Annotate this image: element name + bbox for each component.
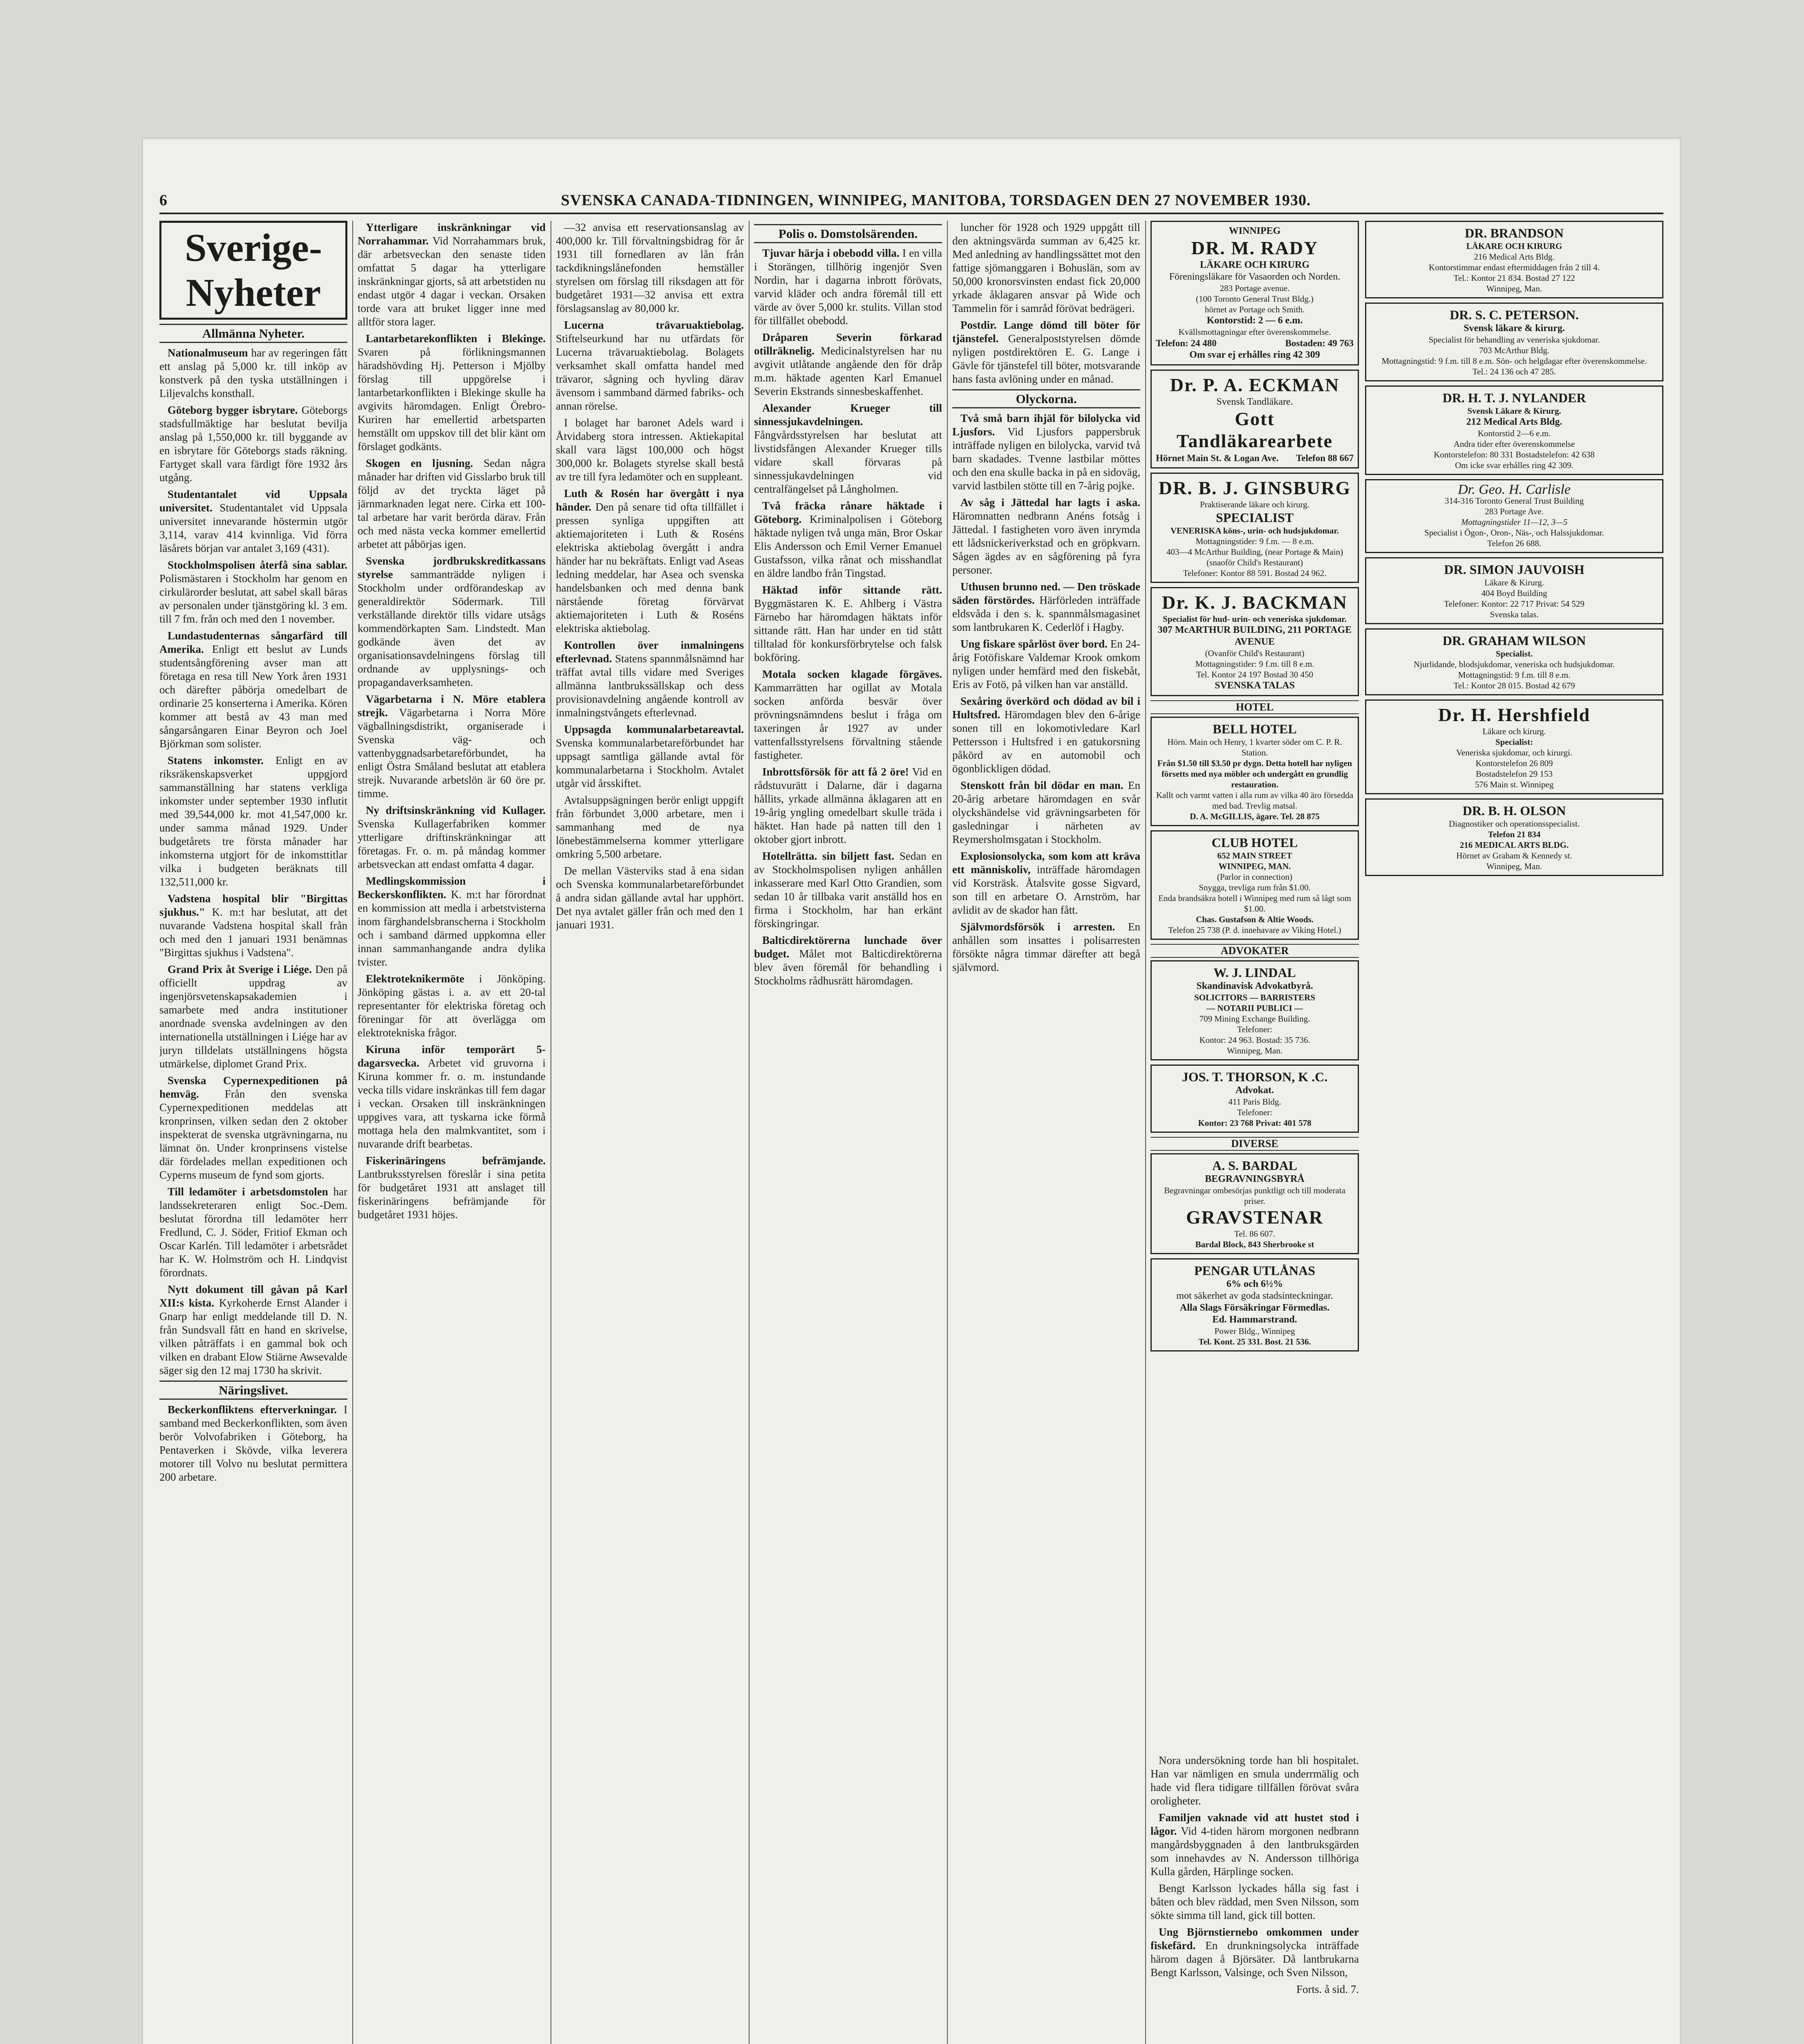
article: Lucerna trävaruaktiebolag. Stiftelseurkund har nu utfärdats för Lucerna trävaruaktiebolag. Bolagets verksamhet skall omfatta handel med trävaror, sågning och hyvling därav ävensom i sammband därmed fabriks- och annan rörelse. bbox=[556, 319, 744, 412]
article: Ung Björnstiernebo omkommen under fiskefärd. En drunkningsolycka inträffade härom dagen å Björsäter. Då lantbrukarna Bengt Karlsson, Valsinge, och Sven Nilsson, bbox=[1150, 1926, 1359, 1979]
ad-title: BELL HOTEL bbox=[1213, 722, 1297, 736]
ad-title: DR. B. H. OLSON bbox=[1462, 803, 1566, 818]
ad-line: 216 MEDICAL ARTS BLDG. bbox=[1459, 840, 1569, 850]
ad-line: Chas. Gustafson & Altie Woods. bbox=[1196, 914, 1314, 924]
article: Fiskerinäringens befrämjande. Lantbruksstyrelsen föreslår i sina petita för budgetåret 1931 att anslaget till fiskerinäringens befrämjande för budgetåret 1931 höjes. bbox=[358, 1154, 546, 1221]
ad-headline: GRAVSTENAR bbox=[1186, 1207, 1324, 1228]
ad-line: 283 Portage Ave. bbox=[1485, 507, 1544, 516]
ad-lindal bbox=[1150, 960, 1359, 1060]
article: Medlingskommission i Beckerskonflikten. K. m:t har förordnat en kommission att medla i arbetstvisterna inom färghandelsbranscherna i Stockholm och i samband därmed uppkomna eller innan sammanhangande andra dylika tvister. bbox=[358, 875, 546, 968]
ad-line: 411 Paris Bldg. bbox=[1228, 1097, 1281, 1107]
ad-line: 576 Main st. Winnipeg bbox=[1475, 780, 1554, 789]
ad-line: Föreningsläkare för Vasaorden och Norden. bbox=[1169, 271, 1341, 282]
ad-line: Svensk läkare & kirurg. bbox=[1464, 323, 1565, 334]
ad-line: SOLICITORS — BARRISTERS bbox=[1194, 993, 1316, 1002]
article: Skogen en ljusning. Sedan några månader har driften vid Gisslarbo bruk till följd av det tryckta läget på järnmarknaden legat nere. Cirka ett 100-tal arbetare har varit berörda därav. Från och med nästa vecka kommer emellertid arbetet att påbörjas igen. bbox=[358, 457, 546, 550]
section-heading: Näringslivet. bbox=[159, 1381, 347, 1400]
ad-line: Enda brandsäkra hotell i Winnipeg med rum så lågt som $1.00. bbox=[1158, 893, 1351, 914]
ad-title: Dr. K. J. BACKMAN bbox=[1162, 592, 1347, 613]
ad-line: Svensk Läkare & Kirurg. bbox=[1467, 406, 1561, 416]
ad-line: Om icke svar erhålles ring 42 309. bbox=[1455, 460, 1573, 470]
ad-line: Alla Slags Försäkringar Förmedlas. bbox=[1180, 1302, 1330, 1313]
ad-line: D. A. McGILLIS, ägare. Tel. 28 875 bbox=[1190, 811, 1320, 821]
ad-line: Tel.: 24 136 och 47 285. bbox=[1472, 367, 1556, 377]
ad-line: Om svar ej erhålles ring 42 309 bbox=[1189, 350, 1320, 360]
ad-line: Specialist för behandling av veneriska sjukdomar. bbox=[1428, 335, 1600, 345]
ad-line: 212 Medical Arts Bldg. bbox=[1466, 417, 1562, 427]
column-rule bbox=[947, 221, 948, 2044]
category-label: ADVOKATER bbox=[1150, 944, 1359, 958]
article: Alexander Krueger till sinnessjukavdelningen. Fångvårdsstyrelsen har beslutat att livstidsfången Alexander Krueger tills vidare skall förvaras på sinnessjukavdelningen vid centralfängelset på Långholmen. bbox=[754, 402, 942, 495]
ad-title: Dr. P. A. ECKMAN bbox=[1170, 374, 1340, 395]
ad-line: 216 Medical Arts Bldg. bbox=[1474, 252, 1555, 262]
ad-line: 283 Portage avenue. bbox=[1220, 283, 1290, 293]
section-heading: Polis o. Domstolsärenden. bbox=[754, 224, 942, 243]
ad-line: Diagnostiker och operationsspecialist. bbox=[1448, 819, 1580, 829]
ad-olson bbox=[1365, 798, 1663, 876]
ad-line: Telefoner: Kontor 88 591. Bostad 24 962. bbox=[1183, 568, 1327, 578]
ad-line: Power Bldg., Winnipeg bbox=[1214, 1326, 1295, 1336]
article: Balticdirektörerna lunchade över budget. Målet mot Balticdirektörerna blev även föremål för behandling i Stockholms rådhusrätt häromdagen. bbox=[754, 934, 942, 987]
ad-line: Kontorstelefon 26 809 bbox=[1475, 758, 1553, 768]
ad-headline: SPECIALIST bbox=[1215, 510, 1294, 525]
ad-line: — NOTARII PUBLICI — bbox=[1206, 1003, 1303, 1013]
ad-line: LÄKARE OCH KIRURG bbox=[1466, 241, 1562, 251]
ad-bell-hotel bbox=[1150, 717, 1359, 826]
column-1 bbox=[159, 221, 347, 2044]
article: Av såg i Jättedal har lagts i aska. Häromnatten nedbrann Anéns fotsåg i Jättedal. I fastigheten voro även inrymda ett lådsnickeriverkstad och en gröpkvarn. Sågen ägdes av en sågförening på fyra personer. bbox=[952, 496, 1140, 576]
article: Stockholmspolisen återfå sina sablar. Polismästaren i Stockholm har genom en cirkulärorder beslutat, att sabel skall bäras av personalen under tjänstgöring kl. 3 em. till 7 fm. från och med den 1 november. bbox=[159, 559, 347, 625]
ad-line: Mottagningstider 11—12, 3—5 bbox=[1461, 517, 1568, 527]
article: Till ledamöter i arbetsdomstolen har landssekreteraren enligt Soc.-Dem. beslutat förordna till ledamöter herr Fredlund, C. J. Söder, Fritiof Ekman och Oscar Karlén. Till ledamöter i arbetsrådet har K. W. Holmström och H. Lindqvist förordnats. bbox=[159, 1186, 347, 1279]
article: Beckerkonfliktens efterverkningar. I samband med Beckerkonflikten, som även berör Volvofabriken i Göteborg, ha Pentaverken i Skövde, vilka leverera motorer till Volvo nu beslutat permittera 200 arbetare. bbox=[159, 1403, 347, 1483]
ad-title: JOS. T. THORSON, K .C. bbox=[1182, 1069, 1328, 1084]
article: Statens inkomster. Enligt en av riksräkenskapsverket uppgjord sammanställning har statens verkliga inkomster under september 1930 influtit med 39,544,000 kr. mot 41,547,000 kr. under samma månad 1929. Under budgetårets tre första månader har inkomsterna utgjort för de inkomsttitlar vilka i budgeten beräknats till 132,511,000 kr. bbox=[159, 754, 347, 888]
article: Dråparen Severin förkarad otillräknelig. Medicinalstyrelsen har nu avgivit utlåtande angående den för dråp m.m. häktade agenten Karl Emanuel Severin Ekstrands sinnesbeskaffenhet. bbox=[754, 331, 942, 397]
article: Explosionsolycka, som kom att kräva ett människoliv, inträffade häromdagen vid Korsträsk. Åtalsvite gosse Sigvard, son till en arbetare O. Arnström, har avlidit av de skador han fått. bbox=[952, 850, 1140, 916]
ad-line: Kontorstid: 2 — 6 e.m. bbox=[1206, 315, 1303, 326]
article: Ny driftsinskränkning vid Kullager. Svenska Kullagerfabriken kommer ytterligare driftinskränkningar att företagas. Fr. o. m. på måndag kommer arbetsveckan att endast omfatta 4 dagar. bbox=[358, 804, 546, 870]
ad-title: DR. M. RADY bbox=[1191, 238, 1318, 258]
ad-nylander bbox=[1365, 385, 1663, 475]
ad-bardal bbox=[1150, 1153, 1359, 1254]
column-rule bbox=[749, 221, 750, 2044]
category-label: DIVERSE bbox=[1150, 1137, 1359, 1151]
ad-wilson bbox=[1365, 628, 1663, 695]
article: Ytterligare inskränkningar vid Norrahammar. Vid Norrahammars bruk, där arbetsveckan den senaste tiden omfattat 5 dagar ha ytterligare inskränkningar gjorts, så att arbetstiden nu endast utgör 4 dagar i veckan. Orsaken torde vara att bruket ligger inne med alltför stora lager. bbox=[358, 221, 546, 328]
article: Elektroteknikermöte i Jönköping. Jönköping gästas i. a. av ett 20-tal representanter för elektriska företag och föreningar för att överlägga om elektrotekniska frågor. bbox=[358, 973, 546, 1039]
ad-line: 403—4 McArthur Building, (near Portage & Main) bbox=[1166, 547, 1343, 557]
ad-line: 314-316 Toronto General Trust Building bbox=[1445, 496, 1584, 506]
column-6 bbox=[1150, 1754, 1359, 2044]
ad-thorson bbox=[1150, 1065, 1359, 1133]
column-3 bbox=[556, 221, 744, 2044]
ad-line: Mottagningstid: 9 f.m. till 8 e.m. Sön- och helgdagar efter överenskommelse. bbox=[1381, 356, 1647, 366]
article: Hotellrätta. sin biljett fast. Sedan en av Stockholmspolisen nyligen anhållen inkasserare med Karl Otto Grandien, som sedan 10 år tillbaka varit anställd hos en firma i Stockholm, har han erkänt förskingringar. bbox=[754, 850, 942, 930]
article: Postdir. Lange dömd till böter för tjänstefel. Generalpoststyrelsen dömde nyligen postdirektören E. G. Lange i Gävle för tjänstefel till böter, motsvarande hans fasta avlöning under en månad. bbox=[952, 319, 1140, 385]
ad-line: BEGRAVNINGSBYRÅ bbox=[1205, 1174, 1305, 1184]
ad-title: DR. B. J. GINSBURG bbox=[1158, 477, 1351, 498]
article: Avtalsuppsägningen berör enligt uppgift från förbundet 3,000 arbetare, men i sammanhang med de nya lönebestämmelserna kommer ytterligare omkring 5,500 arbetare. bbox=[556, 794, 744, 860]
ad-line: Kontorstimmar endast eftermiddagen från 2 till 4. bbox=[1428, 262, 1600, 272]
ad-line: Telefoner: bbox=[1237, 1024, 1272, 1034]
article: Nationalmuseum har av regeringen fått ett anslag på 5,000 kr. till inköp av konstverk på den tyska utställningen i Liljevalchs konsthall. bbox=[159, 347, 347, 399]
ad-line: Mottagningstider: 9 f.m. till 8 e.m. bbox=[1195, 659, 1314, 669]
article: I bolaget har baronet Adels ward i Åtvidaberg stora intressen. Aktiekapital skall vara lägst 100,000 och högst 300,000 kr. Bolagets styrelse skall bestå av tre till fyra ledamöter och en suppleant. bbox=[556, 417, 744, 483]
ad-line: Specialist i Ögon-, Oron-, Näs-, och Halssjukdomar. bbox=[1424, 528, 1604, 538]
article: Självmordsförsök i arresten. En anhållen som insattes i polisarresten försökte några timmar därefter att begå självmord. bbox=[952, 921, 1140, 973]
ad-line: mot säkerhet av goda stadsinteckningar. bbox=[1176, 1291, 1333, 1301]
ad-line: 6% och 6½% bbox=[1227, 1279, 1283, 1289]
article: Grand Prix åt Sverige i Liége. Den på officiellt uppdrag av ingenjörsvetenskapsakademien i samarbete med andra institutioner anordnade svenska avdelningen av den internationella utställningen i Liége har av juryn tilldelats utställningens högsta utmärkelse, diplomet Grand Prix. bbox=[159, 963, 347, 1070]
ad-line: Kvällsmottagningar efter överenskommelse. bbox=[1178, 327, 1331, 337]
article: Två fräcka rånare häktade i Göteborg. Kriminalpolisen i Göteborg häktade nyligen två unga män, Bror Oskar Elis Andersson och Emil Verner Emanuel Gustafsson, vilka rånat och misshandlat en äldre landbo från Tingstad. bbox=[754, 500, 942, 579]
article: Tjuvar härja i obebodd villa. I en villa i Storängen, tillhörig ingenjör Sven Nordin, har i dagarna inbrott förövats, varvid kläder och andra föremål till ett värde av över 5,000 kr. stulits. Villan stod för tillfället obebodd. bbox=[754, 247, 942, 327]
ad-line: Telefoner: bbox=[1237, 1107, 1272, 1117]
article: Kontrollen över inmalningens efterlevnad. Statens spannmålsnämnd har träffat avtal tills vidare med Sveriges allmänna lantbrukssällskap och dess provisionavdelning angående kontroll av inmalningstvångets efterlevnad. bbox=[556, 639, 744, 719]
ad-line: (Ovanför Child's Restaurant) bbox=[1205, 648, 1305, 658]
ad-line: Tel.: Kontor 28 015. Bostad 42 679 bbox=[1453, 681, 1575, 690]
ad-column-left bbox=[1150, 221, 1359, 1750]
ad-line: Kontorstelefon: 80 331 Bostadstelefon: 42 638 bbox=[1434, 450, 1595, 459]
ad-hershfield bbox=[1365, 699, 1663, 794]
ad-title: PENGAR UTLÅNAS bbox=[1194, 1263, 1316, 1278]
ad-line: Tel. Kont. 25 331. Bost. 21 536. bbox=[1198, 1337, 1311, 1347]
city-label: WINNIPEG bbox=[1229, 226, 1281, 236]
ad-address: Hörnet Main St. & Logan Ave. Telefon 88 667 bbox=[1156, 453, 1354, 463]
ad-rady bbox=[1150, 221, 1359, 365]
article: Två små barn ihjäl för bilolycka vid Ljusfors. Vid Ljusfors pappersbruk inträffade nyligen en bilolycka, varvid två barn skadades. Tvenne lastbilar möttes och den ena skulle backa in på en sidoväg, varvid lastbilen stötte till en 7-årig pojke. bbox=[952, 412, 1140, 492]
ad-subtitle: Praktiserande läkare och kirurg. bbox=[1200, 500, 1309, 509]
ad-title: DR. SIMON JAUVOISH bbox=[1444, 562, 1585, 577]
article: Sexåring överkörd och dödad av bil i Hultsfred. Häromdagen blev den 6-årige sonen till en lokomotivledare Karl Pettersson i Hultsfred i en gatukorsning påkörd av en automobil och ögonblickligen dödad. bbox=[952, 695, 1140, 775]
article: Luth & Rosén har övergått i nya händer. Den på senare tid ofta tillfället i pressen synliga uppgiften att aktiemajoriteten i Luth & Roséns elektriska aktiebolag övergått i andra händer har nu bekräftats. Enligt vad Aseas ledning meddelar, har Asea och svenska handelsbanken och med denna bank närstående företag förvärvat aktiemajoriteten i Luth & Roséns elektriska aktiebolag. bbox=[556, 487, 744, 634]
ad-line: 652 MAIN STREET bbox=[1217, 851, 1292, 861]
article: Inbrottsförsök för att få 2 öre! Vid en rådstuvurätt i Dalarne, där i dagarna hållits, yrkade allmänna åklagaren att en 19-årig yngling omedelbart skulle träda i häktet. Han hade på natten till den 1 oktober gjort inbrott. bbox=[754, 766, 942, 845]
article: Nytt dokument till gåvan på Karl XII:s kista. Kyrkoherde Ernst Alander i Gnarp har enligt meddelande till D. N. från Sundsvall fått en hand en skrivelse, vilken påträffats i en gammal bok och vilken en drabant Elow Stiärne Awsevalde säger sig den 12 maj 1730 ha skrivit. bbox=[159, 1283, 347, 1376]
ad-line: WINNIPEG, MAN. bbox=[1218, 861, 1291, 871]
category-label: HOTEL bbox=[1150, 700, 1359, 714]
ad-line: VENERISKA köns-, urin- och hudsjukdomar. bbox=[1170, 526, 1339, 536]
ad-line: Telefon 21 834 bbox=[1488, 829, 1541, 839]
ad-ginsburg bbox=[1150, 473, 1359, 583]
ad-line: Bardal Block, 843 Sherbrooke st bbox=[1195, 1239, 1314, 1249]
ad-title: Dr. Geo. H. Carlisle bbox=[1458, 482, 1571, 497]
ad-line: Begravningar ombesörjas punktligt och till moderata priser. bbox=[1164, 1186, 1345, 1206]
ad-brandson bbox=[1365, 221, 1663, 298]
column-rule bbox=[352, 221, 353, 2044]
article: Stenskott från bil dödar en man. En 20-årig arbetare häromdagen en svår olyckshändelse vid grävningsarbeten för gasledningar i närheten av Reymersholmsgatan i Stockholm. bbox=[952, 779, 1140, 845]
column-5 bbox=[952, 221, 1140, 2044]
article: Vadstena hospital blir "Birgittas sjukhus." K. m:t har beslutat, att det nuvarande Vadstena hospital skall från och med den 1 januari 1931 benämnas "Birgittas sjukhus i Vadstena". bbox=[159, 892, 347, 959]
article: Lantarbetarekonflikten i Blekinge. Svaren på förlikningsmannen häradshövding Hj. Petterson i Mjölby förslag till uppgörelse i lantarbetarkonflikten i Blekinge skulle ha avgivits häromdagen. Enligt Örebro-Kuriren har emellertid arbetsparten hemställt om uppskov till det blir känt om förslaget godkänts. bbox=[358, 332, 546, 453]
ad-phones: Telefon: 24 480 Bostaden: 49 763 bbox=[1156, 338, 1354, 348]
ad-headline: Gott Tandläkarearbete bbox=[1176, 408, 1333, 451]
article: Studentantalet vid Uppsala universitet. Studentantalet vid Uppsala universitet innevarande höstermin utgör 3,114, varav 414 kvinnliga. Vid förra läsårets början var antalet 3,169 (431). bbox=[159, 488, 347, 554]
ad-line: 307 McARTHUR BUILDING, 211 PORTAGE AVENUE bbox=[1157, 625, 1352, 647]
ad-line: (100 Toronto General Trust Bldg.) bbox=[1195, 294, 1314, 304]
ad-line: 703 McArthur Bldg. bbox=[1479, 345, 1550, 355]
article: Familjen vaknade vid att hustet stod i lågor. Vid 4-tiden härom morgonen nedbrann mangårdsbyggnaden å den lantbruksgärden som innehavdes av N. Andersson tillhöriga Kulla gården, Härplinge socken. bbox=[1150, 1811, 1359, 1878]
article: Uppsagda kommunalarbetareavtal. Svenska kommunalarbetareförbundet har uppsagt samtliga gällande avtal för kommunalarbetarna i Stockholm. Avtalet utgår vid årsskiftet. bbox=[556, 723, 744, 789]
ad-backman bbox=[1150, 587, 1359, 696]
ad-line: Tel. 86 607. bbox=[1234, 1229, 1276, 1239]
ad-line: Specialist. bbox=[1495, 649, 1533, 659]
ad-line: Andra tider efter överenskommelse bbox=[1453, 439, 1575, 449]
article: Lundastudenternas sångarfärd till Amerika. Enligt ett beslut av Lunds studentsångförening avser man att företaga en resa till New York åren 1931 och därefter påbörja omedelbart de ordinarie 25 konserterna i Amerika. Kören kommer att bestå av 43 man med sångarsångaren Einar Beyron och Joel Björkman som solister. bbox=[159, 630, 347, 750]
ad-title: Dr. H. Hershfield bbox=[1438, 704, 1591, 725]
ad-line: Veneriska sjukdomar, och kirurgi. bbox=[1456, 748, 1572, 758]
section-heading: Allmänna Nyheter. bbox=[159, 324, 347, 343]
ad-column-right bbox=[1365, 221, 1663, 2044]
ad-title: CLUB HOTEL bbox=[1211, 835, 1298, 850]
ad-title: DR. BRANDSON bbox=[1465, 226, 1564, 240]
article: Ung fiskare spårlöst över bord. En 24-årig Fotöfiskare Valdemar Krook omkom nyligen under hemfärd med den fiskebåt, Eris av Fotö, på vilken han var anställd. bbox=[952, 638, 1140, 690]
ad-title: DR. H. T. J. NYLANDER bbox=[1442, 390, 1586, 405]
article: —32 anvisa ett reservationsanslag av 400,000 kr. Till förvaltningsbidrag för år 1931 till fornedlaren av lån från tackdikningslånefonden hemställer styrelsen om förslag till riksdagen att för budgetåret 1931—32 anvisa ett extra förslagsanslag av 80,000 kr. bbox=[556, 221, 744, 314]
article: Uthusen brunno ned. — Den tröskade säden förstördes. Härförleden inträffade eldsvåda i den s. k. spannmålsmagasinet som lantbrukaren K. Cederlöf i Hagby. bbox=[952, 580, 1140, 633]
ad-line: Telefoner: Kontor: 22 717 Privat: 54 529 bbox=[1444, 599, 1585, 609]
ad-line: Svenska talas. bbox=[1490, 610, 1539, 619]
ad-line: hörnet av Portage och Smith. bbox=[1204, 305, 1305, 314]
ad-line: Tel.: Kontor 21 834. Bostad 27 122 bbox=[1453, 273, 1575, 283]
ad-line: Kontorstid 2—6 e.m. bbox=[1477, 428, 1551, 438]
ad-title: DR. S. C. PETERSON. bbox=[1450, 307, 1579, 322]
ad-subtitle: LÄKARE OCH KIRURG bbox=[1200, 260, 1310, 270]
ad-line: Winnipeg, Man. bbox=[1486, 861, 1542, 871]
ad-carlisle bbox=[1365, 479, 1663, 553]
article: Nora undersökning torde han bli hospitalet. Han var nämligen en smula underrmälig och hade vid flera tidigare tillfällen förövat svåra oroligheter. bbox=[1150, 1754, 1359, 1807]
newspaper-page bbox=[143, 139, 1680, 2044]
ad-line: Winnipeg, Man. bbox=[1486, 284, 1542, 294]
ad-line: Kontor: 23 768 Privat: 401 578 bbox=[1198, 1118, 1312, 1128]
masthead: Sverige-Nyheter bbox=[159, 221, 347, 320]
ad-title: W. J. LINDAL bbox=[1213, 965, 1296, 980]
ad-line: Snygga, trevliga rum från $1.00. bbox=[1199, 883, 1311, 892]
article: Svenska jordbrukskreditkassans styrelse sammanträdde nyligen i Stockholm under ordförandeskap av generaldirektör Södermark. Till verkställande direktör tills vidare utsågs kommendörkapten Sam. Lindstedt. Man godkände även det av organisationsavdelningens förslag till ordnande av upplysnings- och propagandaverksamheten. bbox=[358, 555, 546, 688]
ad-line: Mottagningstid: 9 f.m. till 8 e.m. bbox=[1458, 670, 1571, 680]
ad-subtitle: Svensk Tandläkare. bbox=[1216, 397, 1293, 407]
ad-line: Specialist: bbox=[1495, 737, 1533, 747]
ad-line: (Parlor in connection) bbox=[1217, 872, 1293, 882]
ad-line: Hörnet av Graham & Kennedy st. bbox=[1456, 851, 1572, 861]
ad-line: Ed. Hammarstrand. bbox=[1212, 1314, 1297, 1325]
article: Motala socken klagade förgäves. Kammarrätten har ogillat av Motala socken anförda besvär över prövningsnämndens beslut i fråga om taxeringen år 1927 av under vattenfallsstyrelsens förvaltning stående fastigheter. bbox=[754, 668, 942, 761]
ad-line: Tel. Kontor 24 197 Bostad 30 450 bbox=[1196, 670, 1314, 679]
column-2 bbox=[358, 221, 546, 2044]
column-4 bbox=[754, 221, 942, 2044]
ad-line: Skandinavisk Advokatbyrå. bbox=[1196, 981, 1313, 991]
article: Häktad inför sittande rätt. Byggmästaren K. E. Ahlberg i Västra Färnebo har häromdagen häktats inför sittande rätt. Han har under en tid stått tilltalad för konkursförbrytelse och falsk bokföring. bbox=[754, 584, 942, 663]
ad-line: 709 Mining Exchange Building. bbox=[1199, 1014, 1310, 1024]
section-heading: Olyckorna. bbox=[952, 389, 1140, 408]
running-title: SVENSKA CANADA-TIDNINGEN, WINNIPEG, MANITOBA, TORSDAGEN DEN 27 NOVEMBER 1930. bbox=[561, 192, 1311, 209]
column-rule bbox=[1145, 221, 1146, 2044]
page-number: 6 bbox=[159, 192, 168, 209]
ad-pengar bbox=[1150, 1258, 1359, 1351]
ad-line: Mottagningstider: 9 f.m. — 8 e.m. bbox=[1195, 536, 1314, 546]
ad-peterson bbox=[1365, 303, 1663, 381]
ad-line: Bostadstelefon 29 153 bbox=[1476, 769, 1553, 779]
ad-line: Kallt och varmt vatten i alla rum av vilka 40 äro försedda med bad. Trevlig matsal. bbox=[1156, 790, 1354, 811]
running-header bbox=[159, 188, 1663, 214]
article: Kiruna inför temporärt 5-dagarsvecka. Arbetet vid gruvorna i Kiruna kommer fr. o. m. instundande vecka tills vidare inskränkas till fem dagar i veckan. Orsaken till inskränkningen uppgives vara, att tyskarna icke förmå mottaga hela den malmkvantitet, som i nuvarande drift bearbetas. bbox=[358, 1043, 546, 1150]
ad-club-hotel bbox=[1150, 830, 1359, 940]
ad-line: Njurlidande, blodsjukdomar, veneriska och hudsjukdomar. bbox=[1414, 659, 1615, 669]
article: Bengt Karlsson lyckades hålla sig fast i båten och blev räddad, men Sven Nilsson, som sökte simma till land, gick till botten. bbox=[1150, 1882, 1359, 1921]
ad-title: DR. GRAHAM WILSON bbox=[1442, 633, 1586, 648]
ad-title: A. S. BARDAL bbox=[1212, 1158, 1298, 1173]
ad-line: 404 Boyd Building bbox=[1481, 588, 1547, 598]
ad-line: Advokat. bbox=[1235, 1085, 1274, 1096]
ad-line: (snaoför Child's Restaurant) bbox=[1206, 558, 1303, 567]
article: luncher för 1928 och 1929 uppgått till den aktningsvärda summan av 6,425 kr. Med anledning av handlingssättet mot den fattige sjömanggaren i Bohuslän, som av 50,000 kronorsvinsten endast fick 20,000 yrkade åklagaren ansvar på Wide och Tammelin för i samråd förövat bedrägeri. bbox=[952, 221, 1140, 314]
ad-line: Telefon 25 738 (P. d. innehavare av Viking Hotel.) bbox=[1168, 925, 1341, 935]
ad-subtitle: Specialist för hud- urin- och veneriska sjukdomar. bbox=[1163, 614, 1347, 624]
continued-note: Forts. å sid. 7. bbox=[1296, 1983, 1359, 1995]
ad-line: Läkare & Kirurg. bbox=[1484, 578, 1544, 587]
article: Svenska Cypernexpeditionen på hemväg. Från den svenska Cypernexpeditionen meddelas att kronprinsen, vilken sedan den 2 oktober inspekterat de svenska utgrävningarna, nu lämnat ön. Under kronprinsens vistelse där fördelades mellan expeditionen och Cyperns museum de fynd som gjorts. bbox=[159, 1074, 347, 1181]
ad-line: Hörn. Main och Henry, 1 kvarter söder om C. P. R. Station. bbox=[1167, 737, 1342, 758]
ad-line: Kontor: 24 963. Bostad: 35 736. bbox=[1199, 1035, 1310, 1045]
ad-line: Från $1.50 till $3.50 pr dygn. Detta hotell har nyligen försetts med nya möbler och undergått en grundlig restauration. bbox=[1157, 758, 1352, 789]
article: Vägarbetarna i N. Möre etablera strejk. Vägarbetarna i Norra Möre vägballningsdistrikt, organiserade i Svenska väg- och vattenbyggnadsarbetareförbundet, ha enligt Östra Småland beslutat att etablera strejk. Nuvarande arbetslön är 60 öre pr. timme. bbox=[358, 693, 546, 800]
ad-line: Telefon 26 688. bbox=[1487, 538, 1542, 548]
ad-eckman bbox=[1150, 370, 1359, 468]
ad-line: SVENSKA TALAS bbox=[1215, 680, 1295, 691]
article: Göteborg bygger isbrytare. Göteborgs stadsfullmäktige har beslutat bevilja anslag på 1,550,000 kr. till byggande av en isbrytare för Göteborgs stads räkning. Fartyget skall vara färdigt före 1932 års utgång. bbox=[159, 404, 347, 484]
ad-jauvoish bbox=[1365, 557, 1663, 624]
article: De mellan Västerviks stad å ena sidan och Svenska kommunalarbetareförbundet å andra sidan gällande avtal har upphört. Det nya avtalet gäller från och med den 1 januari 1931. bbox=[556, 865, 744, 931]
ad-line: Läkare och kirurg. bbox=[1482, 726, 1546, 736]
ad-line: Winnipeg, Man. bbox=[1227, 1046, 1283, 1056]
